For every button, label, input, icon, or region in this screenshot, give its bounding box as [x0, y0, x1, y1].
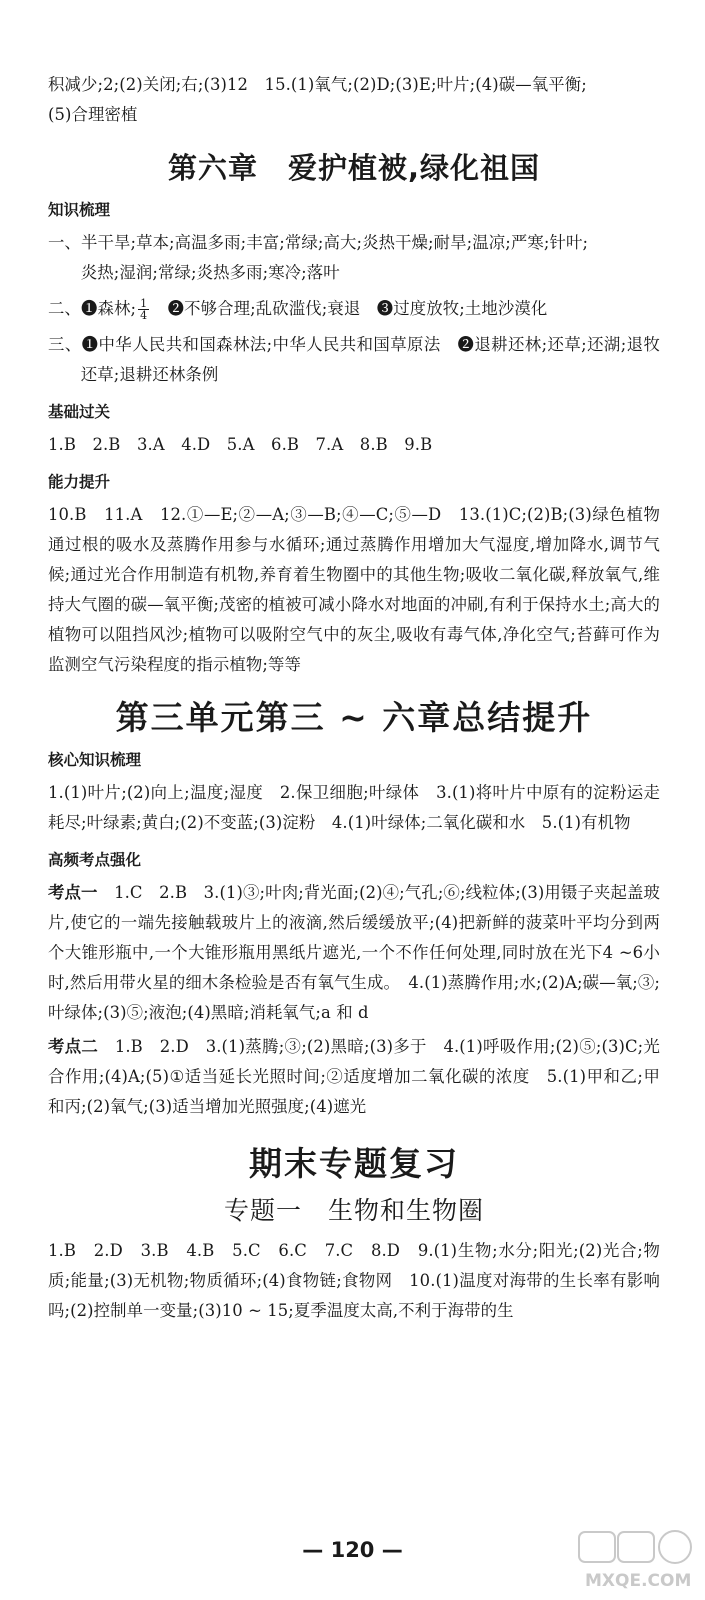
basic-answers: 1.B 2.B 3.A 4.D 5.A 6.B 7.A 8.B 9.B: [48, 435, 433, 454]
chapter-6-title: 第六章 爱护植被,绿化祖国: [167, 151, 541, 185]
section-knowledge-review: 知识梳理: [48, 201, 111, 219]
knowledge-item-2-pre: 二、❶森林;: [48, 299, 137, 318]
section-high-frequency: 高频考点强化: [48, 851, 142, 869]
fraction-numerator: 1: [140, 297, 148, 310]
knowledge-item-2-post: ❷不够合理;乱砍滥伐;衰退 ❸过度放牧;土地沙漠化: [151, 299, 548, 318]
fraction-denominator: 4: [140, 309, 148, 322]
fraction-one-quarter: [138, 298, 149, 321]
knowledge-item-3: 三、❶中华人民共和国森林法;中华人民共和国草原法 ❷退耕还林;还草;还湖;退牧还草;退耕还林条例: [48, 335, 660, 384]
core-knowledge-answers: 1.(1)叶片;(2)向上;温度;湿度 2.保卫细胞;叶绿体 3.(1)将叶片中原有的淀粉运走耗尽;叶绿素;黄白;(2)不变蓝;(3)淀粉 4.(1)叶绿体;二氧化碳和水 5.(1)有机物: [48, 783, 660, 832]
kaodian-2-label: 考点二: [48, 1037, 99, 1056]
kaodian-1-answers: 1.C 2.B 3.(1)③;叶肉;背光面;(2)④;气孔;⑥;线粒体;(3)用镊子夹起盖玻片,使它的一端先接触载玻片上的液滴,然后缓缓放平;(4)把新鲜的菠菜叶平均分到两个大锥形瓶中,一个大锥形瓶用黑纸片遮光,一个不作任何处理,同时放在光下4 ~6小时,然后用带火星的细木条检验是否有氧气生成。 4.(1)蒸腾作用;水;(2)A;碳—氧;③;叶绿体;(3)⑤;液泡;(4)黑暗;消耗氧气;a 和 d: [48, 883, 660, 1022]
final-review-title: 期末专题复习: [249, 1144, 459, 1183]
kaodian-1-label: 考点一: [48, 883, 98, 902]
topic-1-title: 专题一 生物和生物圈: [223, 1196, 484, 1225]
knowledge-item-1-line-2: 炎热;湿润;常绿;炎热多雨;寒冷;落叶: [80, 263, 340, 282]
ability-answers: 10.B 11.A 12.①—E;②—A;③—B;④—C;⑤—D 13.(1)C;(2)B;(3)绿色植物通过根的吸水及蒸腾作用参与水循环;通过蒸腾作用增加大气湿度,增加降水,调节气候;通过光合作用制造有机物,养育着生物圈中的其他生物;吸收二氧化碳,释放氧气,维持大气圈的碳—氧平衡;茂密的植被可减小降水对地面的冲刷,有利于保持水土;高大的植物可以阻挡风沙;植物可以吸附空气中的灰尘,吸收有毒气体,净化空气;苔藓可作为监测空气污染程度的指示植物;等等: [48, 505, 660, 674]
watermark-site: MXQE.COM: [585, 1571, 692, 1591]
carryover-line-1: 积减少;2;(2)关闭;右;(3)12 15.(1)氧气;(2)D;(3)E;叶片;(4)碳—氧平衡;: [48, 75, 587, 94]
unit-3-summary-title: 第三单元第三 ~ 六章总结提升: [115, 698, 593, 737]
kaodian-2: [48, 1032, 660, 1122]
answer-page: [48, 70, 660, 1326]
knowledge-item-2: [48, 294, 660, 324]
page-number: — 120 —: [302, 1538, 403, 1562]
carryover-line-2: (5)合理密植: [48, 105, 138, 124]
section-ability: 能力提升: [48, 473, 111, 491]
section-core-knowledge: 核心知识梳理: [48, 751, 142, 769]
kaodian-2-answers: 1.B 2.D 3.(1)蒸腾;③;(2)黑暗;(3)多于 4.(1)呼吸作用;(2)⑤;(3)C;光合作用;(4)A;(5)①适当延长光照时间;②适度增加二氧化碳的浓度 5.(1)甲和乙;甲和丙;(2)氧气;(3)适当增加光照强度;(4)遮光: [48, 1037, 660, 1116]
kaodian-1: [48, 878, 660, 1028]
section-basic: 基础过关: [48, 403, 111, 421]
watermark-logo: [575, 1528, 697, 1594]
topic-1-answers: 1.B 2.D 3.B 4.B 5.C 6.C 7.C 8.D 9.(1)生物;水分;阳光;(2)光合;物质;能量;(3)无机物;物质循环;(4)食物链;食物网 10.(1)温度对海带的生长率有影响吗;(2)控制单一变量;(3)10 ~ 15;夏季温度太高,不利于海带的生: [48, 1241, 660, 1320]
knowledge-item-1-line-1: 一、半干旱;草本;高温多雨;丰富;常绿;高大;炎热干燥;耐旱;温凉;严寒;针叶;: [48, 233, 589, 252]
